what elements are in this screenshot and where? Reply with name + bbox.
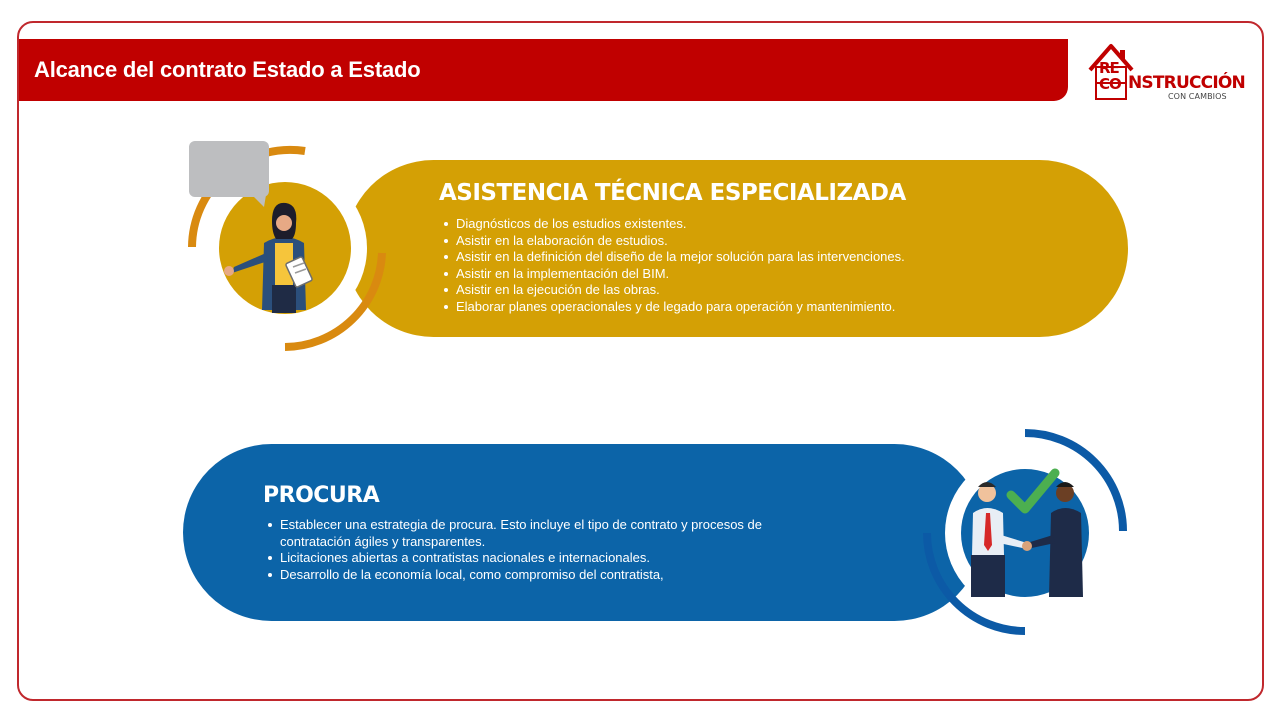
list-item: Elaborar planes operacionales y de legado para operación y mantenimiento. <box>443 299 1083 316</box>
logo-co: CO <box>1099 75 1121 93</box>
logo-word: NSTRUCCIÓN <box>1128 73 1245 93</box>
list-item: Desarrollo de la economía local, como compromiso del contratista, <box>267 567 827 584</box>
procura-list <box>267 517 827 583</box>
list-item: Licitaciones abiertas a contratistas nacionales e internacionales. <box>267 550 827 567</box>
title-bar <box>19 39 1068 101</box>
reconstruccion-logo <box>1088 42 1245 104</box>
list-item: Establecer una estrategia de procura. Esto incluye el tipo de contrato y procesos de contratación ágiles y transparentes. <box>267 517 827 550</box>
asistencia-list <box>443 216 1083 316</box>
asistencia-heading: ASISTENCIA TÉCNICA ESPECIALIZADA <box>439 180 906 206</box>
page-title: Alcance del contrato Estado a Estado <box>34 57 421 82</box>
logo-subtitle: CON CAMBIOS <box>1168 92 1227 101</box>
list-item: Diagnósticos de los estudios existentes. <box>443 216 1083 233</box>
list-item: Asistir en la implementación del BIM. <box>443 266 1083 283</box>
handshake-checkmark-icon <box>915 425 1135 645</box>
logo-re: RE <box>1099 59 1119 77</box>
woman-with-clipboard-icon <box>180 135 400 360</box>
list-item: Asistir en la ejecución de las obras. <box>443 282 1083 299</box>
list-item: Asistir en la elaboración de estudios. <box>443 233 1083 250</box>
procura-heading: PROCURA <box>263 483 380 508</box>
list-item: Asistir en la definición del diseño de la mejor solución para las intervenciones. <box>443 249 1083 266</box>
